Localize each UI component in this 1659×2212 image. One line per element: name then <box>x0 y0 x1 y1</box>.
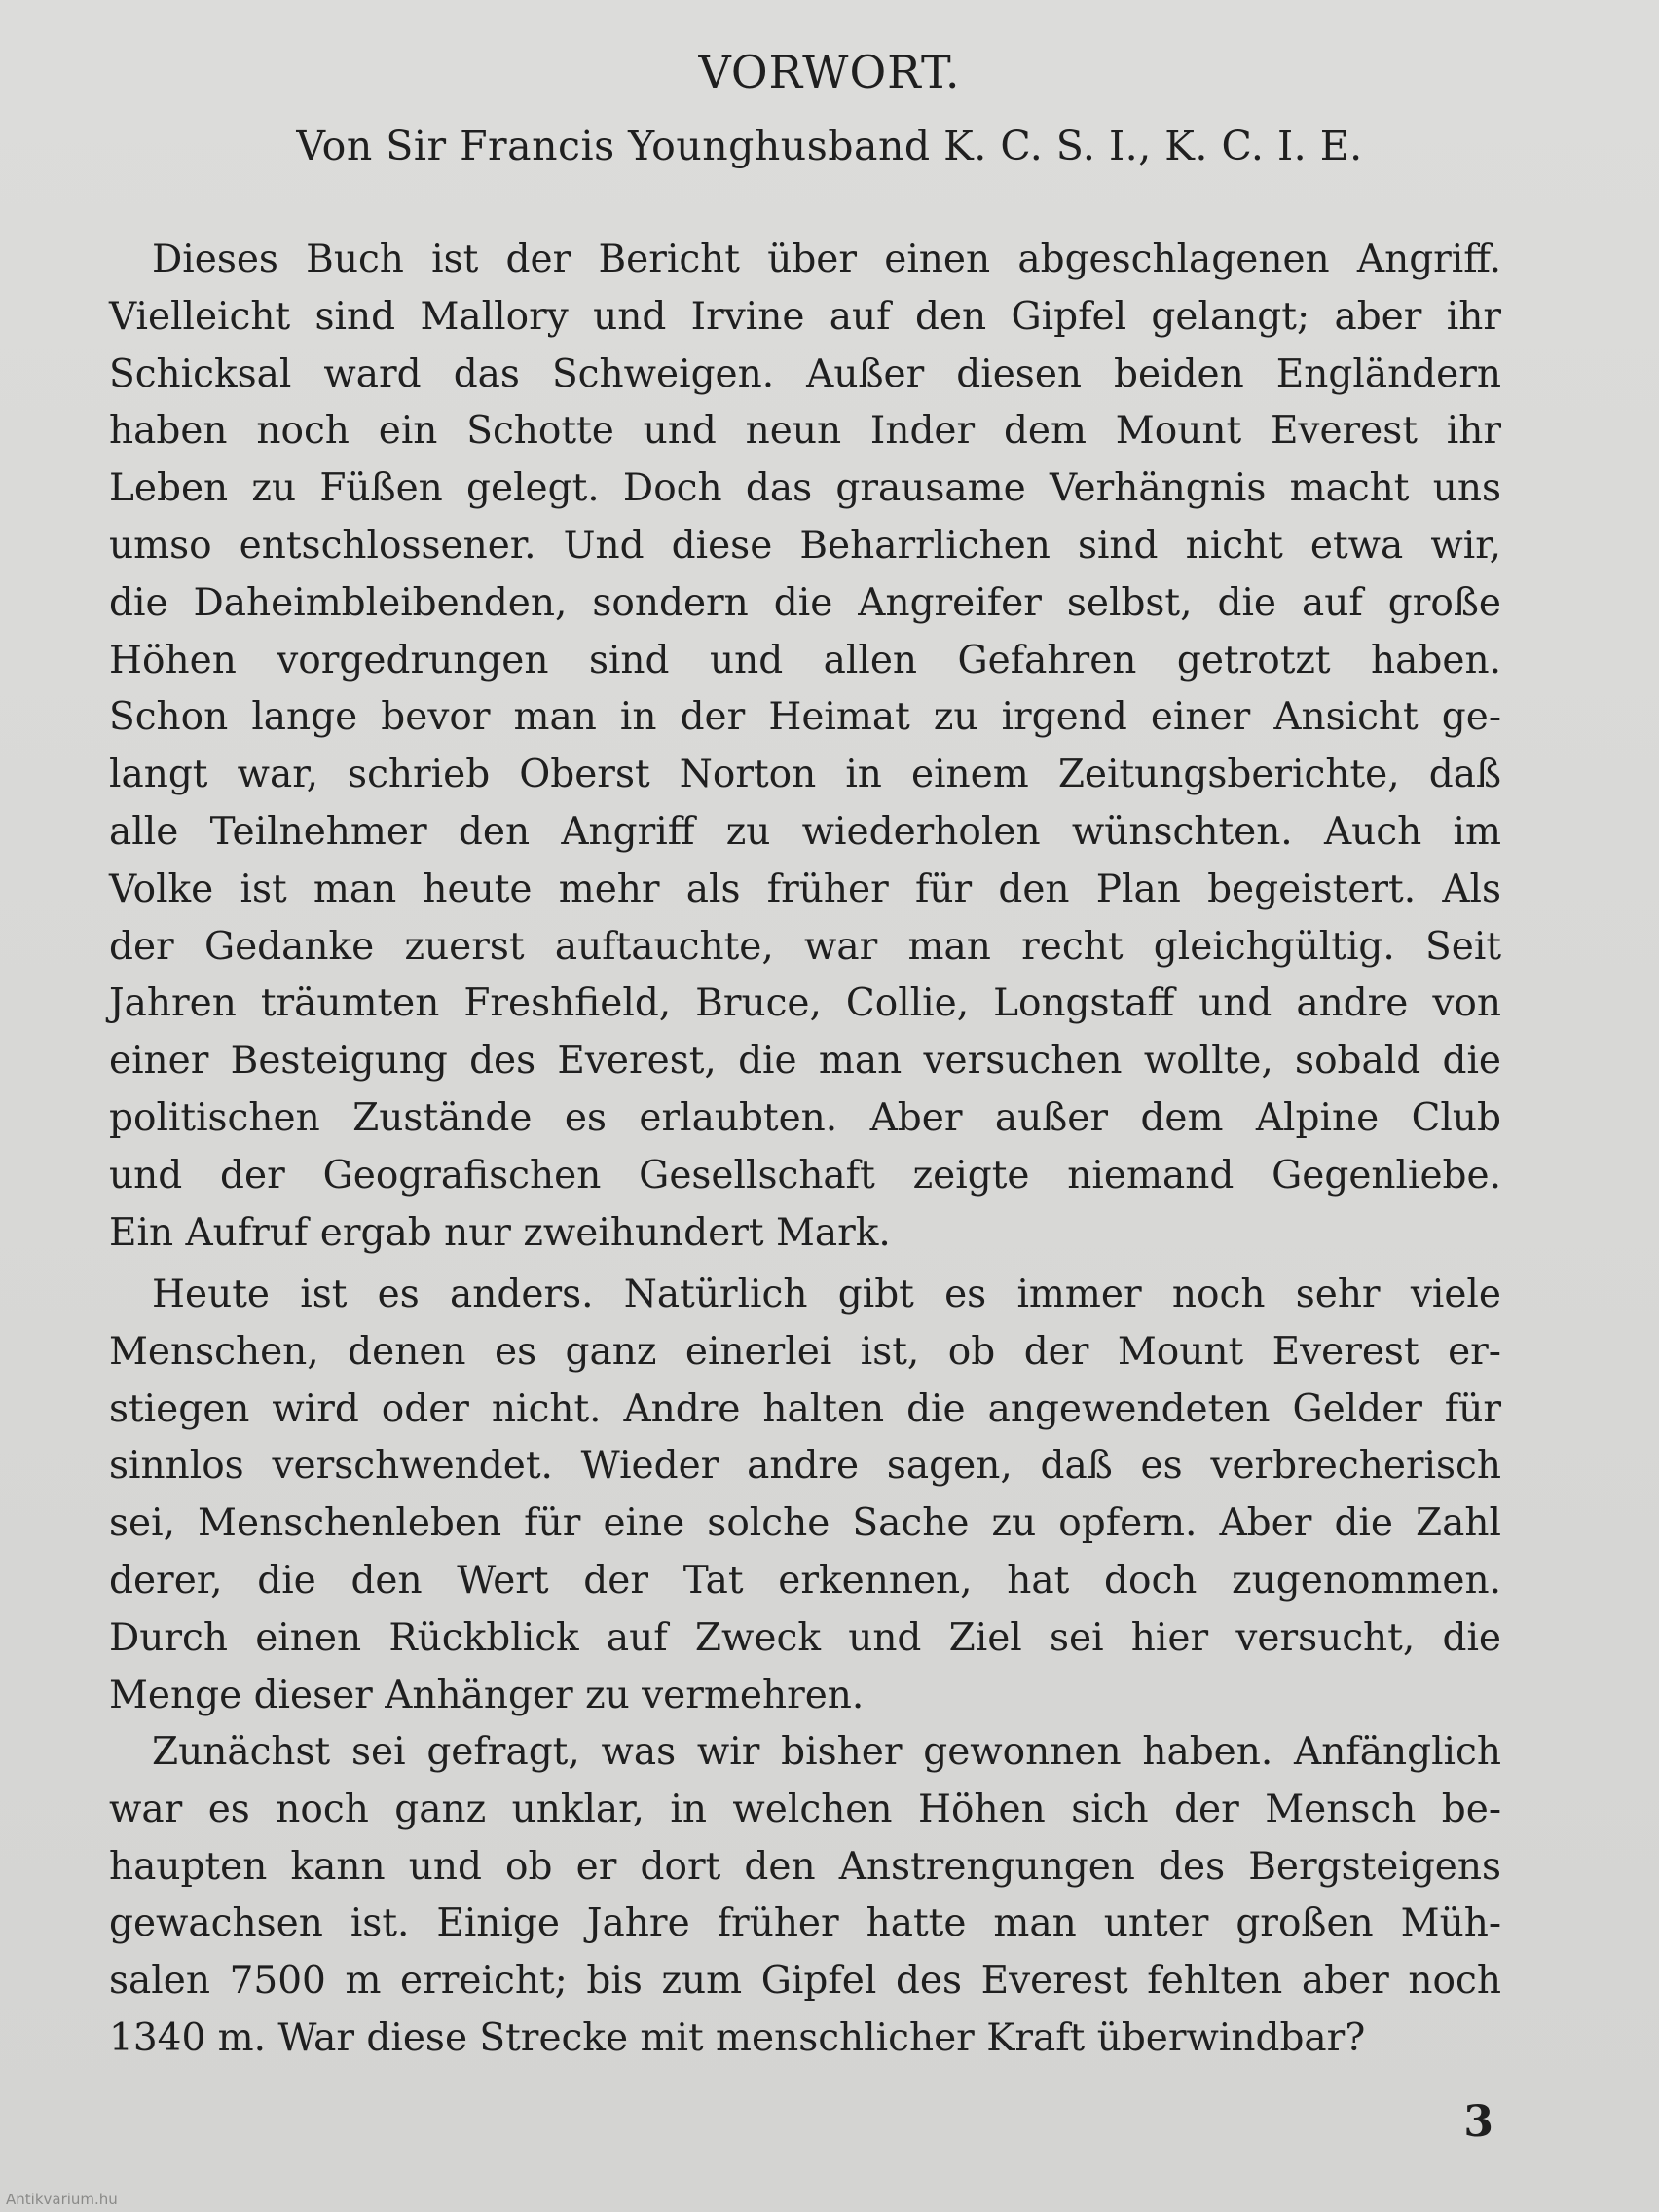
text-line: Leben zu Füßen gelegt. Doch das grausame Verhängnis macht uns <box>109 466 1501 511</box>
page-number: 3 <box>1463 2097 1493 2147</box>
author-subtitle: Von Sir Francis Younghusband K. C. S. I., K. C. I. E. <box>296 123 1363 169</box>
text-line: Schon lange bevor man in der Heimat zu irgend einer Ansicht ge- <box>109 695 1501 740</box>
text-line: alle Teilnehmer den Angriff zu wiederholen wünschten. Auch im <box>109 809 1501 854</box>
text-line: Jahren träumten Freshfield, Bruce, Collie, Longstaff und andre von <box>109 981 1501 1026</box>
text-line: haupten kann und ob er dort den Anstrengungen des Bergsteigens <box>109 1844 1501 1889</box>
text-line: Menschen, denen es ganz einerlei ist, ob der Mount Everest er- <box>109 1329 1501 1374</box>
text-line: Höhen vorgedrungen sind und allen Gefahren getrotzt haben. <box>109 638 1501 682</box>
text-line: war es noch ganz unklar, in welchen Höhen sich der Mensch be- <box>109 1787 1501 1831</box>
text-line: Vielleicht sind Mallory und Irvine auf den Gipfel gelangt; aber ihr <box>109 294 1501 339</box>
text-line: und der Geografischen Gesellschaft zeigte niemand Gegenliebe. <box>109 1153 1501 1198</box>
text-line: Ein Aufruf ergab nur zweihundert Mark. <box>109 1210 891 1255</box>
paragraph-3 <box>109 1724 1501 2068</box>
watermark: Antikvarium.hu <box>6 2191 118 2208</box>
text-line: sinnlos verschwendet. Wieder andre sagen, daß es verbrecherisch <box>109 1444 1501 1489</box>
text-line: umso entschlossener. Und diese Beharrlichen sind nicht etwa wir, <box>109 523 1501 568</box>
text-line: haben noch ein Schotte und neun Inder dem Mount Everest ihr <box>109 409 1501 454</box>
text-line: die Daheimbleibenden, sondern die Angreifer selbst, die auf große <box>109 580 1501 625</box>
text-line: Zunächst sei gefragt, was wir bisher gewonnen haben. Anfänglich <box>152 1730 1501 1774</box>
text-line: 1340 m. War diese Strecke mit menschlicher Kraft überwindbar? <box>109 2015 1366 2060</box>
text-line: Dieses Buch ist der Bericht über einen abgeschlagenen Angriff. <box>152 238 1501 281</box>
text-line: Schicksal ward das Schweigen. Außer diesen beiden Engländern <box>109 351 1501 396</box>
text-line: einer Besteigung des Everest, die man versuchen wollte, sobald die <box>109 1039 1501 1084</box>
text-line: derer, die den Wert der Tat erkennen, hat doch zugenommen. <box>109 1558 1501 1603</box>
text-line: Volke ist man heute mehr als früher für den Plan begeistert. Als <box>109 866 1501 911</box>
paragraph-2 <box>109 1267 1501 1724</box>
page-title: VORWORT. <box>698 46 961 98</box>
text-line: politischen Zustände es erlaubten. Aber außer dem Alpine Club <box>109 1095 1501 1140</box>
text-line: sei, Menschenleben für eine solche Sache zu opfern. Aber die Zahl <box>109 1501 1501 1546</box>
paragraph-1 <box>109 232 1501 1262</box>
text-line: Durch einen Rückblick auf Zweck und Ziel sei hier versucht, die <box>109 1615 1501 1660</box>
text-line: gewachsen ist. Einige Jahre früher hatte man unter großen Müh- <box>109 1901 1501 1946</box>
text-line: langt war, schrieb Oberst Norton in einem Zeitungsberichte, daß <box>109 753 1501 797</box>
text-line: der Gedanke zuerst auftauchte, war man recht gleichgültig. Seit <box>109 924 1501 969</box>
text-line: Menge dieser Anhänger zu vermehren. <box>109 1673 865 1717</box>
text-line: Heute ist es anders. Natürlich gibt es immer noch sehr viele <box>152 1272 1501 1316</box>
text-line: salen 7500 m erreicht; bis zum Gipfel des Everest fehlten aber noch <box>109 1959 1501 2004</box>
text-line: stiegen wird oder nicht. Andre halten die angewendeten Gelder für <box>109 1386 1501 1431</box>
